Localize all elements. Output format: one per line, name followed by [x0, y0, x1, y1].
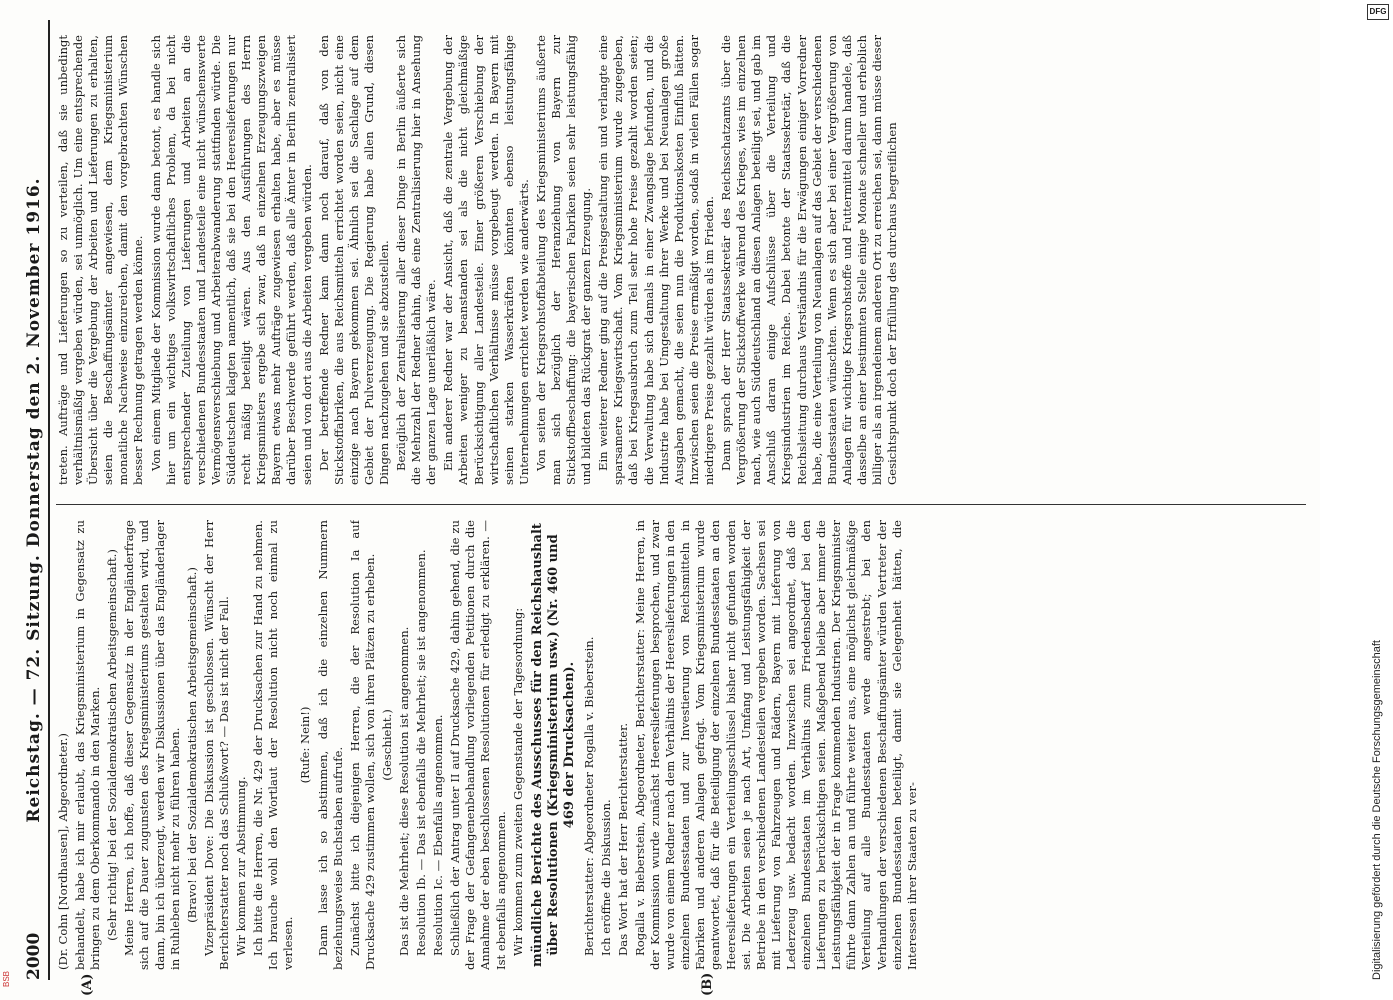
- reaction: (Sehr richtig! bei der Sozialdemokratischen Arbeitsgemeinschaft.): [105, 549, 120, 941]
- funding-note-text: Digitalisierung gefördert durch die Deutsche Forschungsgemeinschaft: [1371, 640, 1383, 980]
- funding-note: [1369, 20, 1391, 980]
- paragraph: Ein weiterer Redner ging auf die Preisgestaltung ein und verlangte eine sparsamere Kriegswirtschaft. Vom Kriegsministerium wurde zugegeben, daß bei Kriegsausbruch zum Teil sehr hohe Preise gezahlt worden seien; die Verwaltung habe sich damals in einer Zwangslage befunden, und die Industrie habe bei Umgestaltung ihrer Werke und bei Neuanlagen große Ausgaben gemacht, die seien nun die Produktionskosten Einfluß hätten. Inzwischen seien die Preise ermäßigt worden, sodaß in vielen Fällen sogar niedrigere Preise gezahlt würden als im Frieden.: [596, 35, 716, 485]
- paragraph: Resolution Ic. — Ebenfalls angenommen.: [431, 714, 446, 956]
- paragraph: behandelt, habe ich mir erlaubt, das Kriegsministerium in Gegensatz zu bringen zu dem Oberkommando in den Marken.: [73, 520, 103, 970]
- library-stamp: BSB: [2, 970, 11, 987]
- paragraph: Der betreffende Redner kam dann noch darauf, daß von den Stickstoffabriken, die aus Reichsmitteln errichtet worden seien, nicht eine einzige nach Bayern gekommen sei. Ähnlich sei die Sachlage auf dem Gebiet der Pulvererzeugung. Die Regierung habe allen Grund, diesen Dingen nachzugehen und sie abzustellen.: [316, 35, 391, 485]
- reaction: (Bravo! bei der Sozialdemokratischen Arbeitsgemeinschaft.): [184, 567, 199, 923]
- page-number: 2000: [24, 932, 44, 980]
- paragraph: Meine Herren, ich hoffe, daß dieser Gegensatz in der Engländerfrage sich auf die Dauer zugunsten des Kriegsministeriums gestalten wird, und dann, bin ich überzeugt, werden wir Diskussionen über das Engländerlager in Ruhleben nicht mehr zu führen haben.: [122, 520, 182, 970]
- page-title: Reichstag. — 72. Sitzung. Donnerstag den 2. November 1916.: [24, 177, 44, 823]
- paragraph: treten. Aufträge und Lieferungen so zu verteilen, daß sie unbedingt verhältnismäßig vergeben würden, sei unmöglich. Um eine entsprechende Übersicht über die Vergebung der Arbeiten und Lieferungen zu erhalten, seien die Beschaffungsämter angewiesen, dem Kriegsministerium monatliche Nachweise einzureichen, damit den vorgebrachten Wünschen besser Rechnung getragen werden könne.: [56, 35, 146, 485]
- margin-letter-a: (A): [80, 973, 95, 996]
- paragraph: Zunächst bitte ich diejenigen Herren, die der Resolution Ia auf Drucksache 429 zustimmen wollen, sich von ihren Plätzen zu erheben.: [347, 520, 377, 970]
- paragraph: Ich bitte die Herren, die Nr. 429 der Drucksachen zur Hand zu nehmen. Ich brauche wohl den Wortlaut der Resolution nicht noch einmal zu verlesen.: [251, 520, 296, 970]
- paragraph: Berichterstatter: Abgeordneter Rogalla v. Bieberstein.: [581, 636, 596, 956]
- paragraph: Von einem Mitgliede der Kommission wurde dann betont, es handle sich hier um ein wichtiges volkswirtschaftliches Problem, da bei nicht entsprechender Zuteilung von Lieferungen und Arbeiten an die verschiedenen Bundesstaaten und Landesteile eine nicht wünschenswerte Vermögensverschiebung und Arbeiterabwanderung stattfinden würde. Die Süddeutschen klagten namentlich, daß sie bei den Heereslieferungen nur recht mäßig beteiligt wären. Aus den Ausführungen des Herrn Kriegsministers ergebe sich zwar, daß in einzelnen Erzeugungszweigen Bayern etwas mehr Aufträge zugewiesen erhalten habe, aber es müsse darüber Beschwerde geführt werden, daß alle Ämter in Berlin zentralisiert seien und von dort aus die Arbeiten vergeben würden.: [148, 35, 314, 485]
- paragraph: Dann sprach der Herr Staatssekretär des Reichsschatzamts über die Vergrößerung der Stickstoffwerke während des Krieges, wies im einzelnen nach, wie auch Süddeutschland an diesen Anlagen beteiligt sei, und gab im Anschluß daran einige Aufschlüsse über die Verteilung und Kriegsindustrien im Reiche. Dabei betonte der Staatssekretär, daß die Reichsleitung durchaus Verständnis für die Erwägungen einiger Vorredner habe, die eine Verteilung von Neuanlagen auf das Gebiet der verschiedenen Bundesstaaten wünschten. Wenn es sich aber bei einer Vergrößerung von Anlagen für wichtige Kriegsrohstoffe und Futtermittel darum handele, daß dasselbe an einer bestimmten Stelle einige Monate schneller und erheblich billiger als an irgendeinem anderen Ort zu erreichen sei, dann müsse dieser Gesichtspunkt doch der Erfüllung des durchaus begreiflichen: [719, 35, 900, 485]
- column-divider: [56, 504, 1306, 505]
- paragraph: Von seiten der Kriegsrohstoffabteilung des Kriegsministeriums äußerte man sich bezüglich der Heranziehung von Bayern zur Stickstoffbeschaffung: die bayerischen Fabriken seien sehr leistungsfähig und bildeten das Rückgrat der ganzen Erzeugung.: [533, 35, 594, 485]
- paragraph: Bezüglich der Zentralisierung aller dieser Dinge in Berlin äußerte sich die Mehrzahl der Redner dahin, daß eine Zentralisierung hier in Ansehung der ganzen Lage unerläßlich wäre.: [394, 35, 439, 485]
- page-header: [22, 20, 50, 980]
- paragraph: Dann lasse ich so abstimmen, daß ich die einzelnen Nummern beziehungsweise Buchstaben aufrufe.: [315, 520, 345, 970]
- paragraph: Wir kommen zur Abstimmung.: [234, 776, 249, 956]
- paragraph: Das Wort hat der Herr Berichterstatter.: [615, 722, 630, 956]
- paragraph: Ein anderer Redner war der Ansicht, daß die zentrale Vergebung der Arbeiten weniger zu beanstanden sei als die nicht gleichmäßige Berücksichtigung aller Landesteile. Einer größeren Verschiebung der wirtschaftlichen Verhältnisse müsse vorgebeugt werden. In Bayern mit seinen starken Wasserkräften könnten ebenso leistungsfähige Unternehmungen errichtet werden wie anderwärts.: [441, 35, 531, 485]
- margin-letter-b: (B): [700, 972, 715, 996]
- paragraph: Rogalla v. Bieberstein, Abgeordneter, Berichterstatter: Meine Herren, in der Kommission wurde zunächst Heereslieferungen besprochen, und zwar wurde von einem Redner nach dem Verhältnis der Heereslieferungen in den einzelnen Bundesstaaten und zur Investierung von Reichsmitteln in Fabriken und anderen Anlagen gefragt. Vom Kriegsministerium wurde geantwortet, daß für die Beteiligung der einzelnen Bundesstaaten an den Heereslieferungen ein Verteilungsschlüssel bisher nicht gefunden worden sei. Die Arbeiten seien je nach Art, Umfang und Leistungsfähigkeit der Betriebe in den verschiedenen Landesteilen vergeben worden. Sachsen sei mit Lieferung von Fahrzeugen und Rädern, Bayern mit Lieferung von Lederzeug usw. bedacht worden. Inzwischen sei angeordnet, daß die einzelnen Bundesstaaten im Verhältnis zum Friedensbedarf bei den Lieferungen zu berücksichtigen seien. Maßgebend bleibe aber immer die Leistungsfähigkeit der in Frage kommenden Industrien. Der Kriegsminister führte dann Zahlen an und führte weiter aus, eine möglichst gleichmäßige Verteilung auf alle Bundesstaaten werde angestrebt; bei den Verhandlungen der verschiedenen Beschaffungsämter würden Vertreter der einzelnen Bundesstaaten beteiligt, damit sie Gelegenheit hätten, die Interessen ihrer Staaten zu ver-: [633, 520, 919, 970]
- paragraph: Vizepräsident Dove: Die Diskussion ist geschlossen. Wünscht der Herr Berichterstatter noch das Schlußwort? — Das ist nicht der Fall.: [201, 520, 231, 970]
- left-column: [56, 520, 1306, 970]
- dfg-logo: DFG: [1367, 4, 1389, 20]
- paragraph: Das ist die Mehrheit; diese Resolution ist angenommen.: [396, 626, 411, 956]
- reaction: (Rufe: Nein!): [298, 706, 313, 784]
- paragraph: Ich eröffne die Diskussion.: [598, 799, 613, 956]
- paragraph: Wir kommen zum zweiten Gegenstande der Tagesordnung:: [510, 607, 525, 956]
- paragraph: Resolution Ib. — Das ist ebenfalls die Mehrheit; sie ist angenommen.: [414, 549, 429, 956]
- right-column: [56, 35, 1306, 485]
- reaction: (Geschieht.): [379, 709, 394, 781]
- paragraph: Schließlich der Antrag unter II auf Drucksache 429, dahin gehend, die zu der Frage der Gefangenenbehandlung vorliegenden Petitionen durch die Annahme der eben beschlossenen Resolutionen für erledigt zu erklären. — Ist ebenfalls angenommen.: [448, 520, 508, 970]
- agenda-heading: mündliche Berichte des Ausschusses für den Reichshaushalt über Resolutionen (Kriegsministerium usw.) (Nr. 460 und 469 der Drucksachen).: [529, 523, 577, 967]
- speaker-tag: (Dr. Cohn [Nordhausen], Abgeordneter.): [56, 733, 70, 970]
